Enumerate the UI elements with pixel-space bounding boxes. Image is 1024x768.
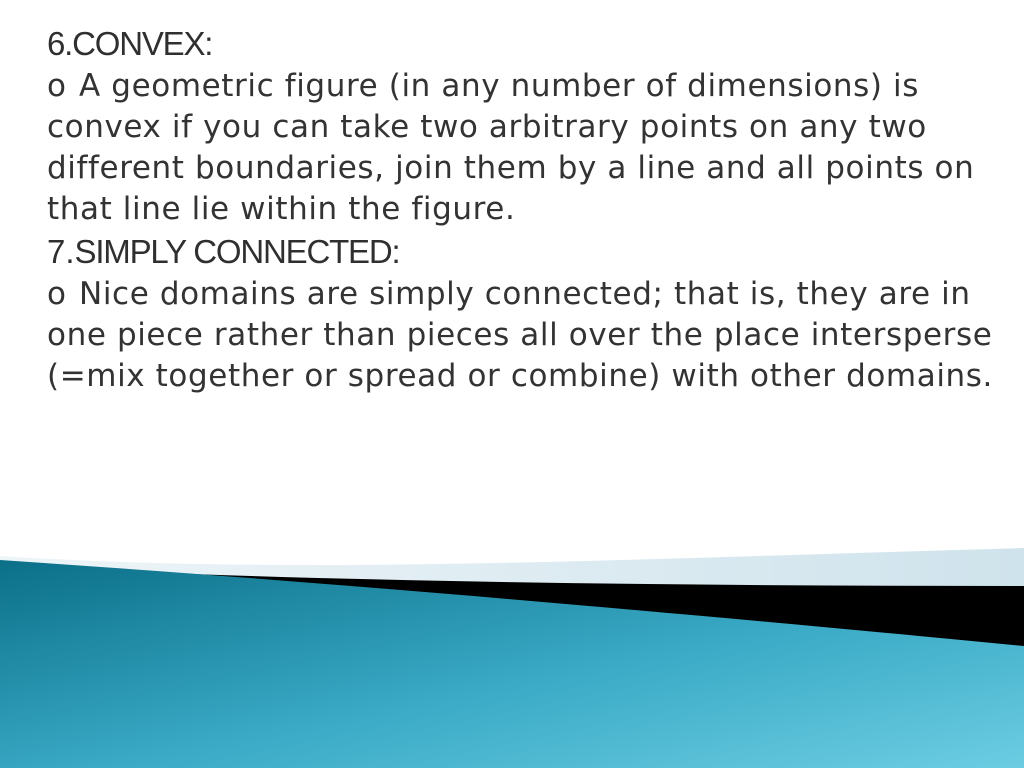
- bullet-paragraph-convex: [47, 66, 1007, 230]
- paragraph-text-convex: A geometric figure (in any number of dimensions) is convex if you can take two arbitrary points on any two different boundaries, join them by a line and all points on that line lie within the figure.: [47, 68, 975, 227]
- bullet-paragraph-simply-connected: [47, 274, 1007, 397]
- bullet-marker: o: [47, 276, 67, 312]
- bullet-marker: o: [47, 68, 67, 104]
- heading-number: 7.: [47, 233, 75, 270]
- slide-content: [47, 22, 1007, 397]
- heading-text: SIMPLY CONNECTED:: [74, 233, 400, 270]
- paragraph-text-simply-connected: Nice domains are simply connected; that is, they are in one piece rather than pieces all over the place intersperse (=mix together or spread or combine) with other domains.: [47, 276, 993, 394]
- section-heading-convex: 6.CONVEX:: [47, 25, 213, 62]
- section-heading-simply-connected: [47, 230, 1007, 274]
